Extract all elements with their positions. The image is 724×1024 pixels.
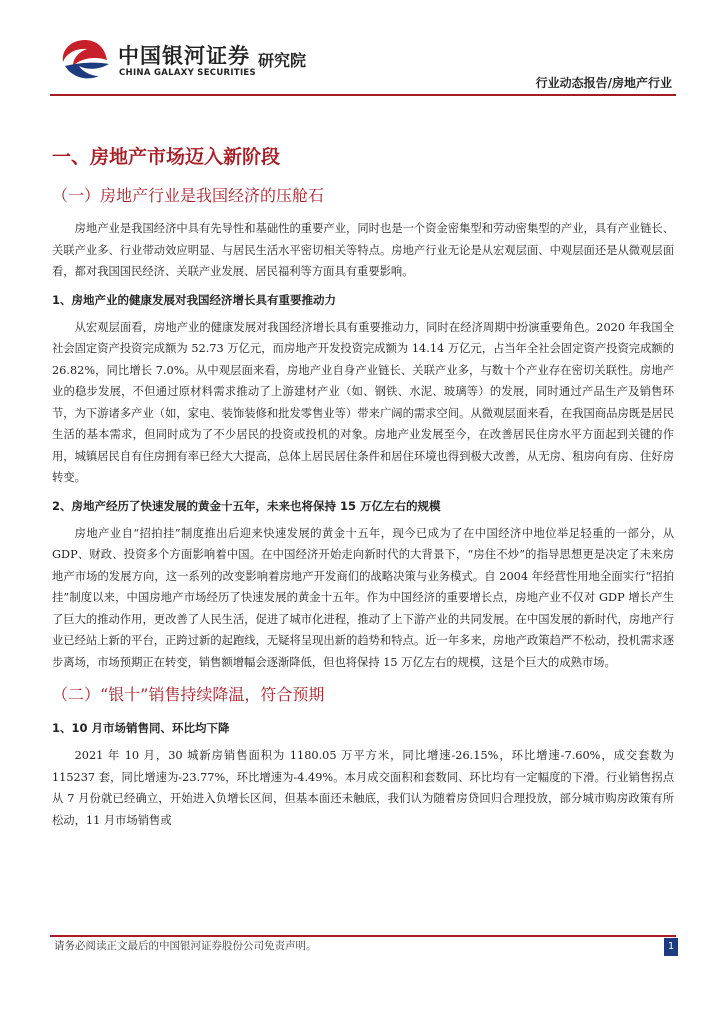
paragraph: 从宏观层面看，房地产业的健康发展对我国经济增长具有重要推动力，同时在经济周期中扮演重要角色。2020 年我国全社会固定资产投资完成额为 52.73 万亿元，而房地产开发投资完成额为 14.14 万亿元，占当年全社会固定资产投资完成额的 26.82%，同比增长 7.0%。从中观层面来看，房地产业自身产业链长、关联产业多，与数十个产业存在密切关联性。房地产业的稳步发展，不但通过原材料需求推动了上游建材产业（如、钢铁、水泥、玻璃等）的发展，同时通过产品生产及销售环节，为下游诸多产业（如，家电、装饰装修和批发零售业等）带来广阔的需求空间。从微观层面来看，在我国商品房既是居民生活的基本需求，但同时成为了不少居民的投资或投机的对象。房地产业发展至今，在改善居民住房水平方面起到关键的作用，城镇居民自有住房拥有率已经大大提高，总体上居民居住条件和居住环境也得到极大改善，从无房、租房向有房、住好房转变。 — [52, 320, 674, 484]
subsection-title: （二）“银十”销售持续降温，符合预期 — [52, 685, 325, 704]
brand-department: 研究院 — [258, 51, 307, 70]
report-type-label: 行业动态报告/房地产行业 — [535, 76, 672, 90]
paragraph: 房地产业自“招拍挂”制度推出后迎来快速发展的黄金十五年，现今已成为了在中国经济中地位举足轻重的一部分，从 GDP、财政、投资多个方面影响着中国。在中国经济开始走向新时代的大背景下，“房住不炒”的指导思想更是决定了未来房地产市场的发展方向，这一系列的改变影响着房地产开发商们的战略决策与业务模式。自 2004 年经营性用地全面实行“招拍挂”制度以来，中国房地产市场经历了快速发展的黄金十五年。作为中国经济的重要增长点，房地产业不仅对 GDP 增长产生了巨大的推动作用，更改善了人民生活，促进了城市化进程，推动了上下游产业的共同发展。在中国发展的新时代，房地产行业已经站上新的平台，正跨过新的起跑线，无疑将呈现出新的趋势和特点。近一年多来，房地产政策趋严不松动，投机需求逐步离场，市场预期正在转变，销售额增幅会逐渐降低，但也将保持 15 万亿左右的规模，这是个巨大的成熟市场。 — [52, 526, 674, 669]
sub-heading: 1、房地产业的健康发展对我国经济增长具有重要推动力 — [52, 292, 336, 307]
section-title: 一、房地产市场迈入新阶段 — [52, 146, 281, 168]
brand-name-cn: 中国银河证券 — [118, 44, 250, 68]
main-content — [52, 140, 674, 835]
brand-name-en: CHINA GALAXY SECURITIES — [119, 68, 256, 78]
galaxy-logo-icon — [57, 36, 113, 82]
sub-heading: 1、10 月市场销售同、环比均下降 — [52, 721, 230, 735]
sub-heading: 2、房地产经历了快速发展的黄金十五年，未来也将保持 15 万亿左右的规模 — [52, 498, 441, 513]
page-header — [0, 0, 724, 100]
header-divider — [50, 94, 676, 96]
disclaimer-text: 请务必阅读正文最后的中国银河证券股份公司免责声明。 — [54, 940, 317, 952]
footer-divider — [50, 935, 676, 937]
page-number: 1 — [664, 938, 678, 956]
paragraph: 房地产业是我国经济中具有先导性和基础性的重要产业，同时也是一个资金密集型和劳动密集型的产业，具有产业链长、关联产业多、行业带动效应明显、与居民生活水平密切相关等特点。房地产行业无论是从宏观层面、中观层面还是从微观层面看，都对我国国民经济、关联产业发展、居民福利等方面具有重要影响。 — [52, 222, 674, 278]
paragraph: 2021 年 10 月，30 城新房销售面积为 1180.05 万平方米，同比增速-26.15%，环比增速-7.60%，成交套数为 115237 套，同比增速为-23.77%，环比增速为-4.49%。本月成交面积和套数同、环比均有一定幅度的下滑。行业销售拐点从 7 月份就已经确立，开始进入负增长区间，但基本面还未触底，我们认为随着房贷回归合理投放，部分城市购房政策有所松动，11 月市场销售或 — [52, 749, 674, 827]
subsection-title: （一）房地产行业是我国经济的压舱石 — [52, 186, 325, 205]
